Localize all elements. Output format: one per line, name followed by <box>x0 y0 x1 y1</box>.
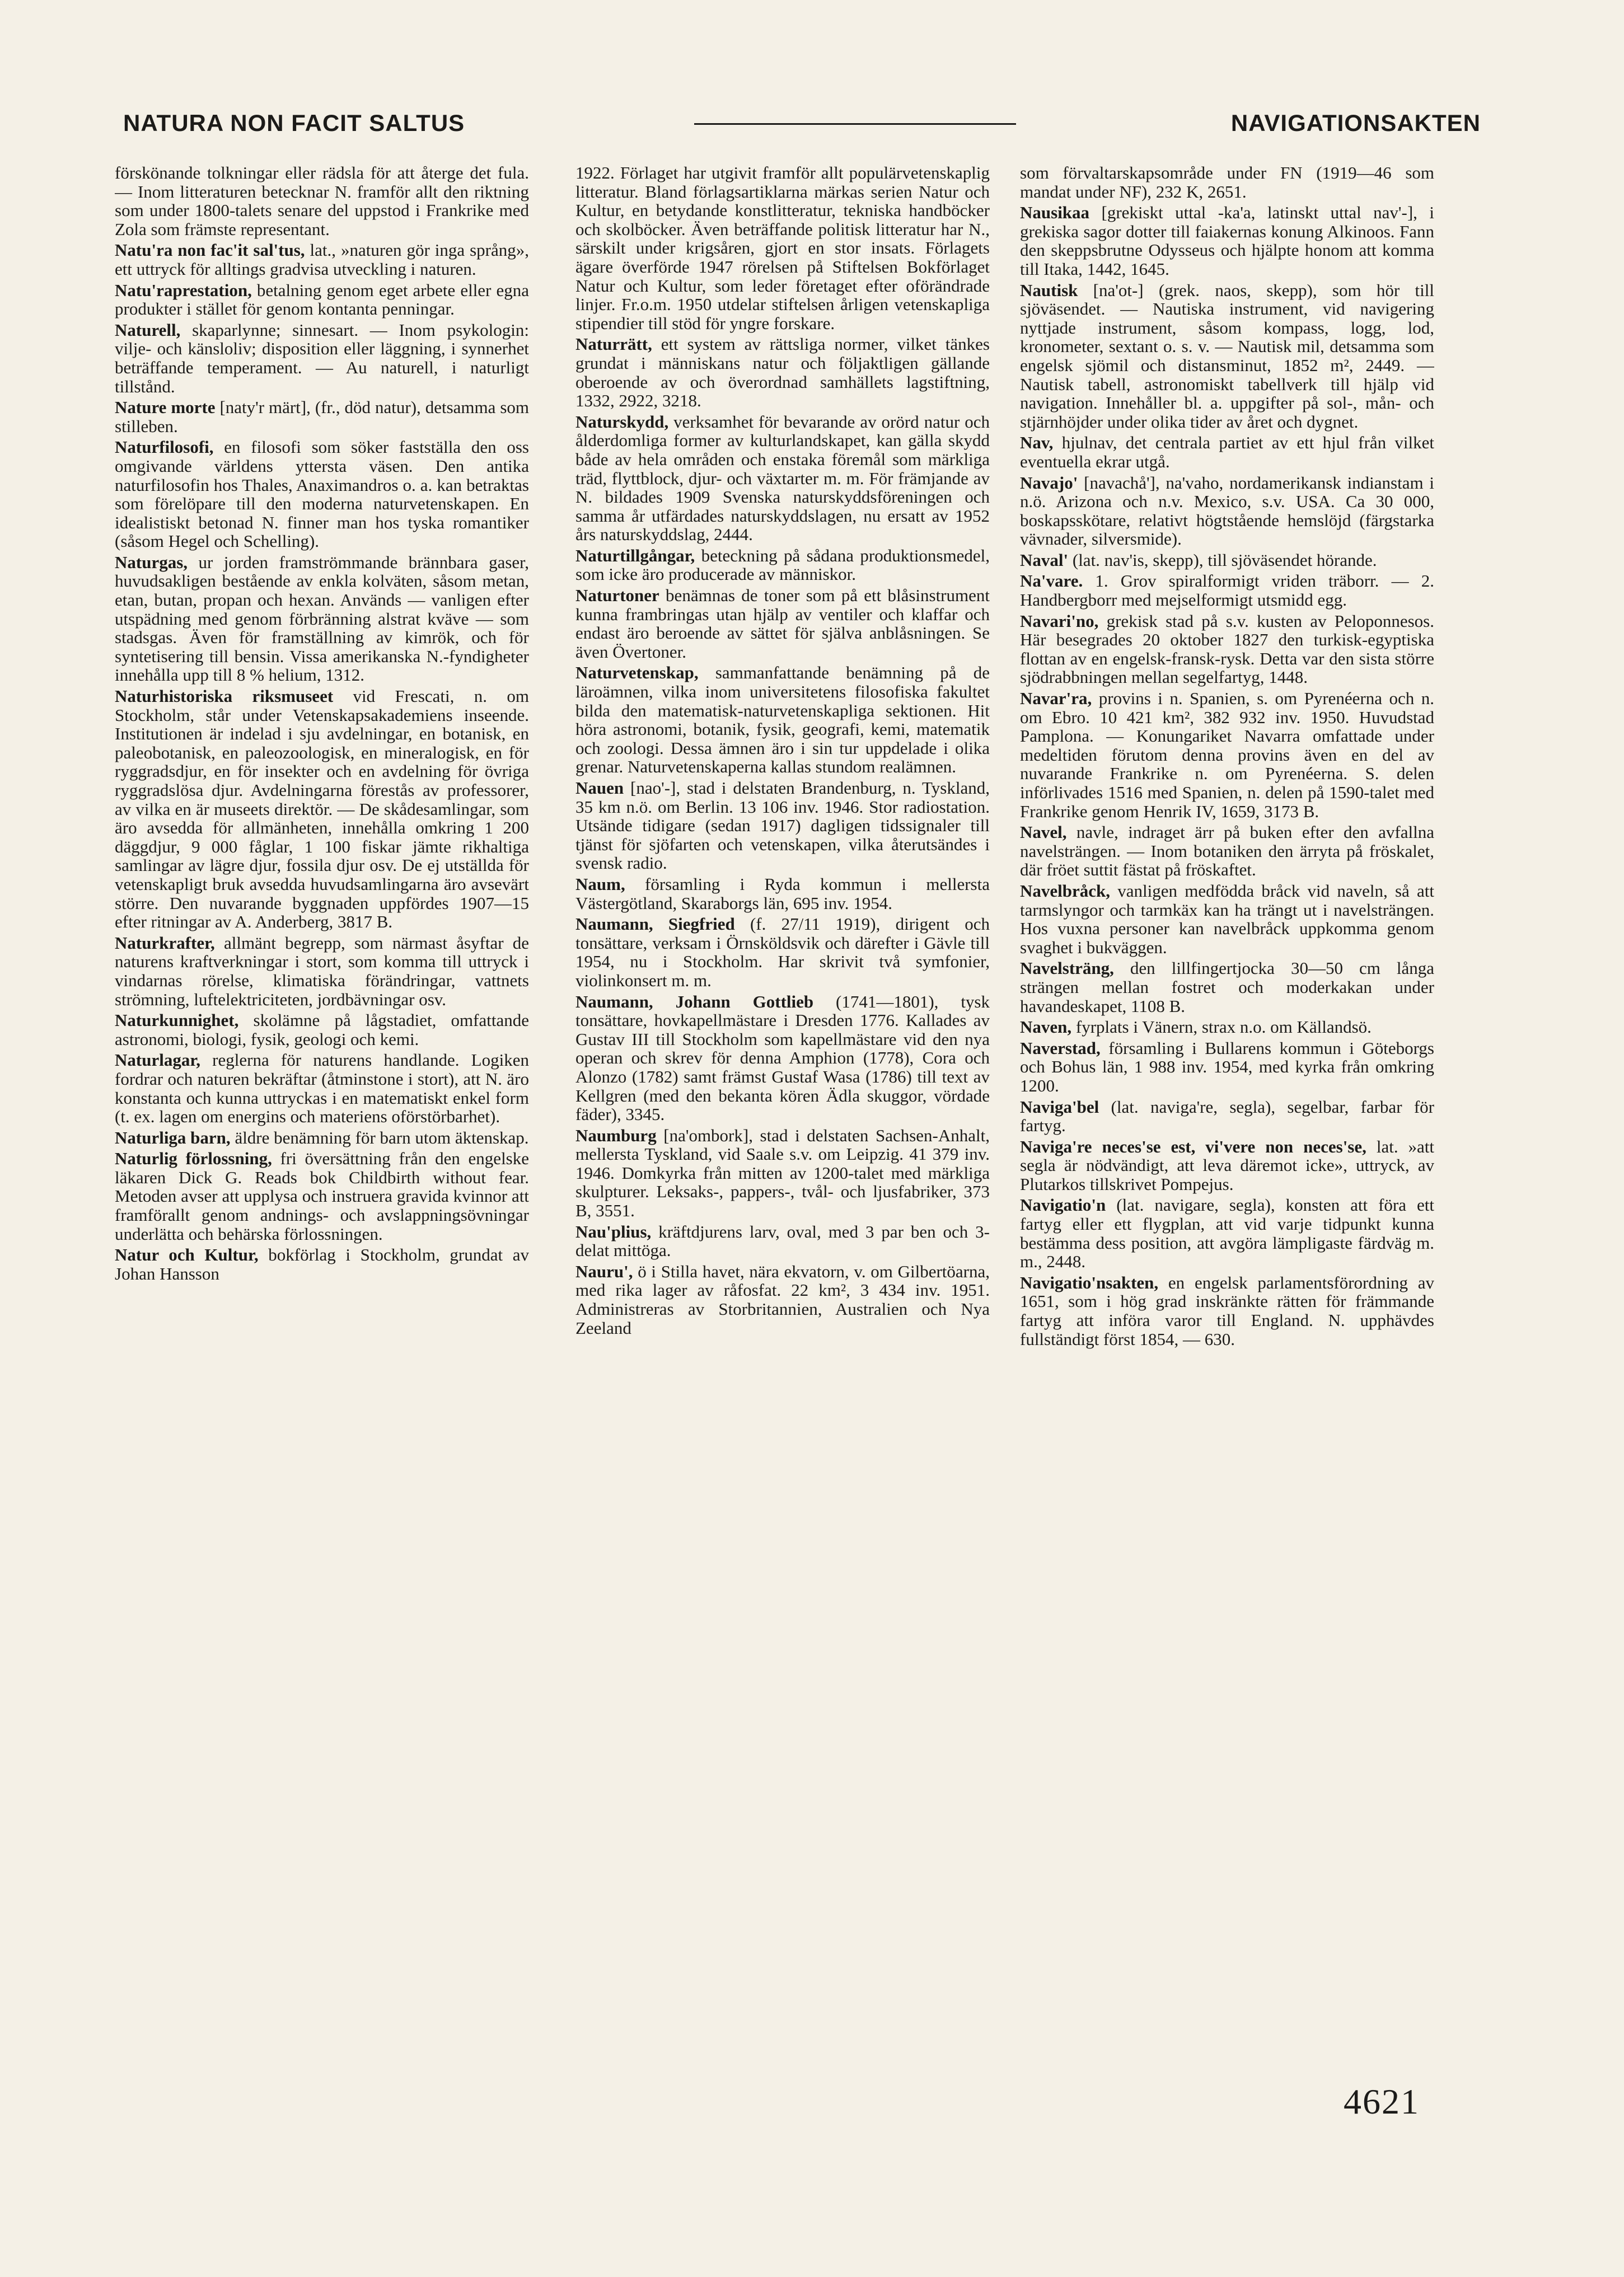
dictionary-entry <box>1020 1039 1434 1095</box>
entry-text: benämnas de toner som på ett blåsinstrument kunna frambringas utan hjälp av ventiler och klaffar och endast äro beroende av sättet för själva anblåsningen. Se även Övertoner. <box>575 585 990 662</box>
entry-text: [na'ombork], stad i delstaten Sachsen-Anhalt, mellersta Tyskland, vid Saale s.v. om Leipzig. 41 379 inv. 1946. Domkyrka från mitten av 1200-talet med märkliga skulpturer. Leksaks-, pappers-, tvål- och ljusfabriker, 373 B, 3551. <box>575 1125 990 1221</box>
entry-headword: Nausikaa <box>1020 203 1090 223</box>
dictionary-entry <box>115 1051 529 1126</box>
entry-headword: Naumburg <box>575 1125 657 1145</box>
dictionary-entry <box>1020 474 1434 549</box>
dictionary-entry <box>1020 281 1434 432</box>
entry-text: beteckning på sådana produktionsmedel, som icke äro producerade av människor. <box>575 545 990 584</box>
dictionary-entry <box>1020 612 1434 687</box>
dictionary-entry <box>115 934 529 1009</box>
dictionary-entry <box>575 875 990 912</box>
entry-headword: Naumann, Johann Gottlieb <box>575 991 814 1011</box>
dictionary-entry <box>1020 823 1434 879</box>
entry-headword: Naturgas, <box>115 552 188 572</box>
header-right-guideword: NAVIGATIONSAKTEN <box>1230 110 1481 136</box>
entry-text: lat., »naturen gör inga språng», ett uttryck för alltings gradvisa utveckling i naturen. <box>115 240 529 279</box>
entry-headword: Natu'raprestation, <box>115 280 252 300</box>
entry-text: [nao'-], stad i delstaten Brandenburg, n. Tyskland, 35 km n.ö. om Berlin. 13 106 inv. 1946. Stor radiostation. Utsände tidigare (sedan 1917) dagligen tidssignaler till tjänst för sjöfarten och vetenskapen, vilka återutsändes i svensk radio. <box>575 778 990 873</box>
entry-text: 1. Grov spiralformigt vriden träborr. — 2. Handbergborr med mejselformigt utsmidd egg. <box>1020 571 1434 610</box>
entry-headword: Navari'no, <box>1020 611 1099 631</box>
entry-headword: Naturrätt, <box>575 334 652 354</box>
entry-headword: Na'vare. <box>1020 571 1083 591</box>
entry-text: (1741—1801), tysk tonsättare, hovkapellmästare i Dresden 1776. Kallades av Gustav III till Stockholm som kapellmästare vid den nya operan och skrev för denna Amphion (1778), Cora och Alonzo (1782) samt främst Gustaf Wasa (1786) till text av Kellgren (med den bekanta kören Ädla skuggor, vördade fäder), 3345. <box>575 991 990 1125</box>
dictionary-entry <box>115 398 529 435</box>
entry-headword: Nauen <box>575 778 624 798</box>
entry-text: ur jorden framströmmande brännbara gaser, huvudsakligen bestående av enkla kolväten, såsom metan, etan, butan, propan och hexan. Används — vanligen efter utspädning med genom förbränning alstrat kväve — som stadsgas. Även för framställning av kimrök, och för syntetisering till bensin. Vissa amerikanska N.-fyndigheter innehålla upp till 8 % helium, 1312. <box>115 552 529 685</box>
dictionary-entry <box>1020 959 1434 1015</box>
entry-text: vanligen medfödda bråck vid naveln, så att tarmslyngor och tarmkäx kan ha trängt ut i navelsträngen. Hos vuxna personer kan navelbråck uppkomma genom svaghet i bukväggen. <box>1020 880 1434 957</box>
entry-headword: Naturkrafter, <box>115 933 215 953</box>
dictionary-entry <box>1020 433 1434 471</box>
entry-headword: Naturlagar, <box>115 1050 200 1070</box>
dictionary-entry <box>575 163 990 332</box>
entry-headword: Naturkunnighet, <box>115 1010 239 1030</box>
entry-text: som förvaltarskapsområde under FN (1919—46 som mandat under NF), 232 K, 2651. <box>1020 163 1434 202</box>
dictionary-entry <box>115 438 529 551</box>
dictionary-entry <box>575 1126 990 1220</box>
dictionary-entry <box>115 321 529 396</box>
entry-headword: Nauru', <box>575 1261 633 1281</box>
entry-headword: Naturlig förlossning, <box>115 1149 272 1169</box>
dictionary-entry <box>575 915 990 990</box>
entry-text: provins i n. Spanien, s. om Pyrenéerna och n. om Ebro. 10 421 km², 382 932 inv. 1950. Huvudstad Pamplona. — Konungariket Navarra omfattade under medeltiden förutom denna provins även en del av nuvarande Frankrike n. om Pyrenéerna. S. delen införlivades 1516 med Spanien, n. delen på 1590-talet med Frankrike genom Henrik IV, 1659, 3173 B. <box>1020 688 1434 821</box>
entry-headword: Naturtoner <box>575 585 659 606</box>
entry-text: fyrplats i Vänern, strax n.o. om Källandsö. <box>1071 1017 1372 1037</box>
dictionary-entry <box>115 1149 529 1243</box>
entry-headword: Natu'ra non fac'it sal'tus, <box>115 240 305 260</box>
entry-text: ett system av rättsliga normer, vilket tänkes grundat i människans natur och följaktligen gällande oberoende av och överordnad samhällets lagstiftning, 1332, 2922, 3218. <box>575 334 990 411</box>
entry-headword: Naven, <box>1020 1017 1072 1037</box>
entry-headword: Navar'ra, <box>1020 688 1092 709</box>
entry-text: bokförlag i Stockholm, grundat av Johan Hansson <box>115 1245 529 1283</box>
dictionary-entry <box>1020 1018 1434 1037</box>
entry-text: 1922. Förlaget har utgivit framför allt populärvetenskaplig litteratur. Bland förlagsartiklarna märkas serien Natur och Kultur, en betydande konstlitteratur, tekniska handböcker och skolböcker. Även beträffande politisk litteratur har N., särskilt under krigsåren, gjort en stor insats. Förlagets ägare överförde 1947 rörelsen på Stiftelsen Bokförlaget Natur och Kultur, som leder företaget efter oförändrade linjer. Fr.o.m. 1950 utdelar stiftelsen årligen vetenskapliga stipendier till stöd för yngre forskare. <box>575 163 990 333</box>
entry-headword: Naturliga barn, <box>115 1127 231 1147</box>
entry-text: (lat. navigare, segla), konsten att föra ett fartyg eller ett flygplan, att vid varje tidpunkt kunna bestämma dess position, att avgöra lämpligaste färdväg m. m., 2448. <box>1020 1195 1434 1272</box>
dictionary-entry <box>1020 163 1434 201</box>
entry-text: fri översättning från den engelske läkaren Dick G. Reads bok Childbirth without fear. Metoden avser att upplysa och instruera gravida kvinnor att framförallt genom andnings- och avslappningsövningar underlätta och behärska förlossningen. <box>115 1149 529 1244</box>
entry-headword: Navelsträng, <box>1020 958 1114 978</box>
entry-headword: Naturtillgångar, <box>575 545 695 565</box>
dictionary-entry <box>1020 571 1434 609</box>
entry-text: en filosofi som söker fastställa den oss omgivande världens yttersta väsen. Den antika naturfilosofin hos Thales, Anaximandros o. a. kan betraktas som förelöpare till den moderna naturvetenskapen. En idealistiskt betonad N. finner man hos tyska romantiker (såsom Hegel och Schelling). <box>115 437 529 551</box>
dictionary-entry <box>575 779 990 873</box>
entry-text: navle, indraget ärr på buken efter den avfallna navelsträngen. — Inom botaniken den ärryta på fröskalet, där fröet suttit fästat på fröskaftet. <box>1020 822 1434 880</box>
entry-text: församling i Ryda kommun i mellersta Västergötland, Skaraborgs län, 695 inv. 1954. <box>575 874 990 913</box>
entry-text: grekisk stad på s.v. kusten av Peloponnesos. Här besegrades 20 oktober 1827 den turkisk-egyptiska flottan av en engelsk-fransk-rysk. Detta var den sista större sjödrabbningen mellan segelfartyg, 1448. <box>1020 611 1434 687</box>
entry-text: äldre benämning för barn utom äktenskap. <box>230 1127 529 1147</box>
entry-headword: Naverstad, <box>1020 1038 1101 1058</box>
entry-headword: Nau'plius, <box>575 1221 652 1241</box>
entry-text: församling i Bullarens kommun i Göteborgs och Bohus län, 1 988 inv. 1954, med kyrka från omkring 1200. <box>1020 1038 1434 1095</box>
entry-text: (lat. naviga're, segla), segelbar, farbar för fartyg. <box>1020 1097 1434 1136</box>
dictionary-entry <box>1020 1137 1434 1194</box>
entry-headword: Naturhistoriska riksmuseet <box>115 686 334 706</box>
entry-headword: Naviga're neces'se est, vi'vere non neces'se, <box>1020 1136 1366 1156</box>
dictionary-entry <box>1020 1273 1434 1348</box>
dictionary-entry <box>1020 1196 1434 1271</box>
entry-headword: Naum, <box>575 874 625 894</box>
entry-headword: Nav, <box>1020 433 1054 453</box>
entry-text: verksamhet för bevarande av orörd natur och ålderdomliga former av kulturlandskapet, kan gälla skydd både av hela områden och enstaka föremål som märkliga träd, flyttblock, djur- och växtarter m. m. För främjande av N. bildades 1909 Svenska naturskyddsföreningen och samma år utfärdades naturskyddslagen, nu ersatt av 1952 års naturskyddslag, 2444. <box>575 411 990 545</box>
entry-text: reglerna för naturens handlande. Logiken fordrar och naturen bekräftar (åtminstone i stort), att N. äro konstanta och kunna uttryckas i en matematiskt enkel form (t. ex. lagen om energins och materiens oförstörbarhet). <box>115 1050 529 1127</box>
entry-text: [grekiskt uttal -ka'a, latinskt uttal nav'-], i grekiska sagor dotter till faiakernas konung Alkinoos. Fann den skeppsbrutne Odysseus och hjälpte honom att komma till Itaka, 1442, 1645. <box>1020 203 1434 279</box>
entry-text: skolämne på lågstadiet, omfattande astronomi, biologi, fysik, geologi och kemi. <box>115 1010 529 1049</box>
page-number: 4621 <box>1344 2082 1420 2121</box>
dictionary-entry <box>115 163 529 238</box>
entry-text: vid Frescati, n. om Stockholm, står under Vetenskapsakademiens inseende. Institutionen är indelad i sju avdelningar, en botanisk, en paleobotanisk, en paleozoologisk, en mineralogisk, en för ryggradsdjur, en för insekter och en avdelning för övriga ryggradslösa djur. Avdelningarna förestås av professorer, av vilka en är museets direktör. — De skådesamlingar, som äro avsedda för allmänheten, innehålla omkring 1 200 däggdjur, 9 000 fåglar, 1 100 fiskar jämte rikhaltiga samlingar av lägre djur, fossila djur osv. De ej utställda för vetenskapligt bruk avsedda huvudsamlingarna äro avsevärt större. Den nuvarande byggnaden uppfördes 1907—15 efter ritningar av A. Anderberg, 3817 B. <box>115 686 529 932</box>
dictionary-entry <box>575 1262 990 1337</box>
entry-headword: Naturell, <box>115 320 181 340</box>
dictionary-entry <box>1020 689 1434 821</box>
entry-headword: Navel, <box>1020 822 1067 842</box>
entry-text: (lat. nav'is, skepp), till sjöväsendet hörande. <box>1068 550 1377 570</box>
entry-text: [naty'r märt], (fr., död natur), detsamma som stilleben. <box>115 397 529 436</box>
entry-text: ö i Stilla havet, nära ekvatorn, v. om Gilbertöarna, med rika lager av råfosfat. 22 km², 3 434 inv. 1951. Administreras av Storbritannien, Australien och Nya Zeeland <box>575 1261 990 1338</box>
entry-headword: Navigatio'nsakten, <box>1020 1272 1159 1292</box>
dictionary-entry <box>1020 882 1434 957</box>
header-rule <box>694 123 1016 125</box>
header-left-guideword: NATURA NON FACIT SALTUS <box>123 110 465 136</box>
entry-headword: Naviga'bel <box>1020 1097 1099 1117</box>
entry-headword: Navelbråck, <box>1020 880 1111 901</box>
entry-headword: Nature morte <box>115 397 216 418</box>
entry-headword: Nautisk <box>1020 280 1078 300</box>
column-3 <box>1020 163 1434 2078</box>
dictionary-entry <box>575 546 990 584</box>
entry-headword: Naturfilosofi, <box>115 437 214 457</box>
entry-headword: Naturvetenskap, <box>575 663 699 683</box>
entry-text: den lillfingertjocka 30—50 cm långa strängen mellan fostret och moderkakan under havandeskapet, 1108 B. <box>1020 958 1434 1016</box>
dictionary-entry <box>115 553 529 685</box>
dictionary-entry <box>115 1011 529 1048</box>
entry-text: en engelsk parlamentsförordning av 1651, som i hög grad inskränkte rätten för främmande fartyg att införa varor till England. N. upphävdes fullständigt först 1854, — 630. <box>1020 1272 1434 1349</box>
dictionary-entry <box>115 1128 529 1147</box>
entry-text: [navachå'], na'vaho, nordamerikansk indianstam i n.ö. Arizona och n.v. Mexico, s.v. USA. Ca 30 000, boskapsskötare, relativt högtstående hemslöjd (färgstarka vävnader, silversmide). <box>1020 472 1434 549</box>
entry-headword: Naval' <box>1020 550 1069 570</box>
dictionary-entry <box>575 663 990 776</box>
entry-headword: Natur och Kultur, <box>115 1245 259 1265</box>
dictionary-entry <box>1020 551 1434 570</box>
entry-headword: Naturskydd, <box>575 411 669 432</box>
entry-text: hjulnav, det centrala partiet av ett hjul från vilket eventuella ekrar utgå. <box>1020 433 1434 471</box>
dictionary-entry <box>115 1245 529 1283</box>
dictionary-entry <box>575 1222 990 1260</box>
dictionary-entry <box>575 586 990 661</box>
entry-text: kräftdjurens larv, oval, med 3 par ben och 3-delat mittöga. <box>575 1221 990 1261</box>
entry-text: [na'ot-] (grek. naos, skepp), som hör till sjöväsendet. — Nautiska instrument, vid navigering nyttjade instrument, såsom kompass, logg, lod, kronometer, sextant o. s. v. — Nautisk mil, detsamma som engelsk sjömil och distansminut, 1852 m², 2449. — Nautisk tabell, astronomiskt tabellverk till hjälp vid navigation. Innehåller bl. a. uppgifter på sol-, mån- och stjärnhöjder under olika tider av året och dygnet. <box>1020 280 1434 432</box>
dictionary-entry <box>575 413 990 544</box>
entry-text: (f. 27/11 1919), dirigent och tonsättare, verksam i Örnsköldsvik och därefter i Gävle till 1954, nu i Stockholm. Har skrivit två symfonier, violinkonsert m. m. <box>575 914 990 990</box>
entry-headword: Navajo' <box>1020 472 1078 493</box>
dictionary-entry <box>115 241 529 278</box>
dictionary-entry <box>575 992 990 1124</box>
dictionary-entry <box>115 687 529 931</box>
dictionary-entry <box>1020 203 1434 278</box>
column-1 <box>115 163 529 2078</box>
entry-text: skaparlynne; sinnesart. — Inom psykologin: vilje- och känsloliv; disposition eller läggning, i synnerhet beträffande temperament. — Au naturell, i naturligt tillstånd. <box>115 320 529 396</box>
entry-text: betalning genom eget arbete eller egna produkter i stället för genom kontanta penningar. <box>115 280 529 319</box>
entry-headword: Naumann, Siegfried <box>575 914 735 934</box>
entry-text: förskönande tolkningar eller rädsla för att återge det fula. — Inom litteraturen betecknar N. framför allt den riktning som under 1800-talets senare del uppstod i Frankrike med Zola som främste representant. <box>115 163 529 239</box>
dictionary-entry <box>115 281 529 318</box>
dictionary-entry <box>575 335 990 410</box>
entry-text: allmänt begrepp, som närmast åsyftar de naturens kraftverkningar i stort, som komma till uttryck i vindarnas rörelse, klimatiska förändringar, vattnets strömning, luftelektriciteten, jordbävningar osv. <box>115 933 529 1009</box>
dictionary-entry <box>1020 1098 1434 1135</box>
running-header <box>123 110 1481 143</box>
entry-headword: Navigatio'n <box>1020 1195 1106 1215</box>
entry-text: sammanfattande benämning på de läroämnen, vilka inom universitetens filosofiska fakultet bilda den matematisk-naturvetenskapliga sektionen. Hit höra astronomi, botanik, fysik, geografi, kemi, matematik och zoologi. Dessa ämnen äro i sin tur uppdelade i olika grenar. Naturvetenskaperna kallas stundom realämnen. <box>575 663 990 777</box>
entry-text: lat. »att segla är nödvändigt, att leva däremot icke», uttryck, av Plutarkos tillskrivet Pompejus. <box>1020 1136 1434 1194</box>
column-2 <box>575 163 990 2078</box>
